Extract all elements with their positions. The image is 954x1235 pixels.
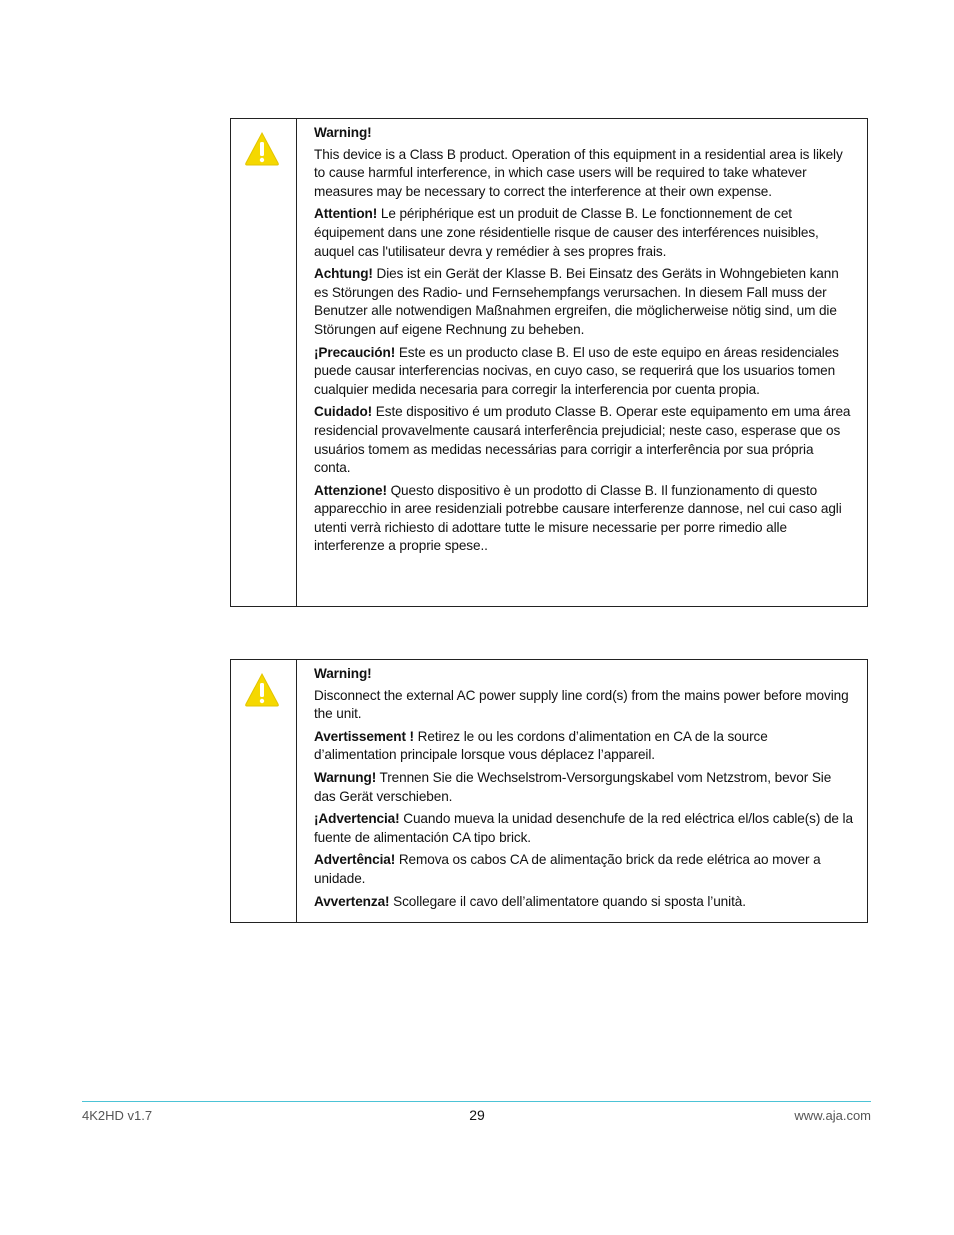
warning-paragraph-es: ¡Advertencia! Cuando mueva la unidad desenchufe de la red eléctrica el/los cable(s) de la fuente de alimentación CA tipo brick.: [314, 811, 853, 845]
warning-paragraph-es: ¡Precaución! Este es un producto clase B. El uso de este equipo en áreas residenciales puede causar interferencias nocivas, en cuyo caso, se requerirá que los usuarios tomen cualquier medida necesaria para corregir la interferencia por cuenta propia.: [314, 344, 839, 397]
warning-icon-cell: [231, 119, 297, 606]
warning-paragraph-it: Avvertenza! Scollegare il cavo dell’alimentatore quando si sposta l’unità.: [314, 893, 746, 909]
warning-title: Warning!: [314, 125, 372, 140]
warning-paragraph-de: Achtung! Dies ist ein Gerät der Klasse B. Bei Einsatz des Geräts in Wohngebieten kann es Störungen des Radio- und Fernsehempfangs verursachen. In diesem Fall muss der Benutzer alle notwendigen Maßnahmen ergreifen, die möglicherweise nötig sind, um die Störungen auf eigene Rechnung zu beheben.: [314, 266, 839, 337]
warning-box-power: [230, 659, 868, 923]
warning-paragraph-fr: Avertissement ! Retirez le ou les cordons d’alimentation en CA de la source d’alimentation principale lorsque vous déplacez l’appareil.: [314, 728, 768, 763]
footer-product-version: 4K2HD v1.7: [82, 1108, 153, 1123]
warning-triangle-icon: [244, 672, 280, 708]
warning-paragraph-de: Warnung! Trennen Sie die Wechselstrom-Versorgungskabel vom Netzstrom, bevor Sie das Gerät verschieben.: [314, 769, 832, 804]
footer-page-number: 29: [469, 1107, 485, 1123]
warning-text-cell: [297, 119, 867, 606]
warning-paragraph-it: Attenzione! Questo dispositivo è un prodotto di Classe B. Il funzionamento di questo apparecchio in aree residenziali potrebbe causare interferenze dannose, nel cui caso agli utenti verrà richiesto di adottare tutte le misure necessarie per porre rimedio alle interferenze a proprie spese..: [314, 482, 842, 554]
warning-paragraph-en: Disconnect the external AC power supply line cord(s) from the mains power before moving the unit.: [314, 687, 849, 722]
warning-paragraph-pt: Advertência! Remova os cabos CA de alimentação brick da rede elétrica ao mover a unidade.: [314, 852, 821, 886]
warning-paragraph-fr: Attention! Le périphérique est un produit de Classe B. Le fonctionnement de cet équipement dans une zone résidentielle risque de causer des interférences nuisibles, auquel cas l'utilisateur devra y remédier à ses propres frais.: [314, 206, 819, 259]
warning-box-class-b: [230, 118, 868, 607]
footer-website-link[interactable]: www.aja.com: [794, 1108, 871, 1123]
warning-icon-cell: [231, 660, 297, 922]
warning-triangle-icon: [244, 131, 280, 167]
warning-paragraph-en: This device is a Class B product. Operation of this equipment in a residential area is likely to cause harmful interference, in which case users will be required to take whatever measures may be necessary to correct the interference at their own expense.: [314, 146, 843, 199]
warning-paragraph-pt: Cuidado! Este dispositivo é um produto Classe B. Operar este equipamento em uma área residencial provavelmente causará interferência prejudicial; neste caso, esperase que os usuários tomem as medidas necessárias para corrigir a interferência por sua própria conta.: [314, 404, 851, 476]
warning-title: Warning!: [314, 666, 372, 681]
footer-divider: [82, 1101, 871, 1102]
warning-text-cell: [297, 660, 867, 922]
